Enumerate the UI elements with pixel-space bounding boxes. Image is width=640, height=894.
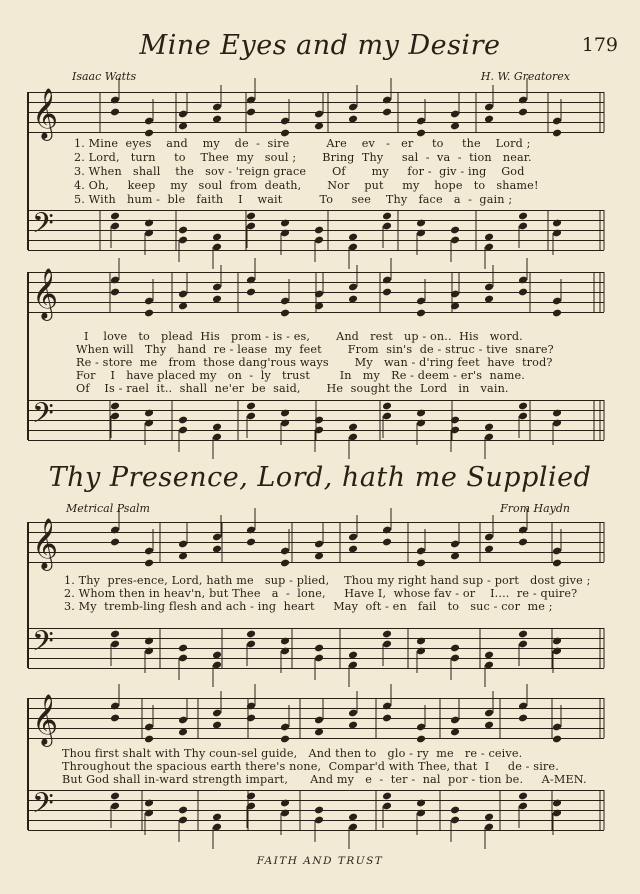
note-head [314, 416, 324, 425]
note-head [484, 233, 494, 242]
note-head [348, 115, 358, 124]
note-head [110, 538, 120, 547]
note-head [484, 651, 494, 660]
note-head [450, 806, 460, 815]
lyric-line: 4. Oh, keep my soul from death, Nor put my hope to shame! [74, 179, 539, 192]
lyric-line: Of Is - rael it.. shall ne'er be said, He sought the Lord in vain. [76, 382, 509, 395]
note-head [110, 402, 120, 411]
hymn2-title: Thy Presence, Lord, hath me Supplied [48, 462, 592, 493]
note-head [518, 212, 528, 221]
note-head [110, 288, 120, 297]
note-head [484, 423, 494, 432]
note-head [518, 714, 528, 723]
lyric-line: 2. Whom then in heav'n, but Thee a - lone, Have I, whose fav - or I.... re - quire? [64, 587, 578, 600]
note-head [110, 792, 120, 801]
note-head [144, 637, 154, 646]
note-head [484, 813, 494, 822]
note-head [144, 409, 154, 418]
note-head [280, 219, 290, 228]
lyric-line: 5. With hum - ble faith I wait To see Thy face a - gain ; [74, 193, 513, 206]
note-head [382, 108, 392, 117]
note-head [450, 416, 460, 425]
hymn1-composer: H. W. Greatorex [480, 70, 570, 83]
note-head [416, 309, 426, 318]
note-head [450, 122, 460, 131]
note-head [178, 644, 188, 653]
note-head [280, 735, 290, 744]
note-head [144, 129, 154, 138]
hymn2-author: Metrical Psalm [66, 502, 150, 515]
lyric-line: 2. Lord, turn to Thee my soul ; Bring Thy sal - va - tion near. [74, 151, 532, 164]
note-head [382, 630, 392, 639]
note-head [348, 423, 358, 432]
note-head [212, 423, 222, 432]
note-head [382, 714, 392, 723]
note-head [552, 799, 562, 808]
note-head [518, 288, 528, 297]
note-head [552, 129, 562, 138]
note-head [382, 212, 392, 221]
note-head [280, 409, 290, 418]
lyric-line: When will Thy hand re - lease my feet From sin's de - struc - tive snare? [76, 343, 554, 356]
note-head [348, 813, 358, 822]
note-head [246, 108, 256, 117]
bass-clef-icon: 𝄢 [32, 207, 54, 247]
treble-clef-icon: 𝄞 [32, 694, 59, 745]
note-head [416, 799, 426, 808]
treble-clef-icon: 𝄞 [32, 88, 59, 139]
note-head [416, 559, 426, 568]
note-head [212, 813, 222, 822]
note-head [144, 559, 154, 568]
note-head [518, 538, 528, 547]
note-head [314, 226, 324, 235]
note-head [212, 115, 222, 124]
note-head [518, 630, 528, 639]
note-head [110, 108, 120, 117]
note-head [484, 295, 494, 304]
lyric-line: Thou first shalt with Thy coun-sel guide, And then to glo - ry me re - ceive. [62, 747, 523, 760]
page-footer: FAITH AND TRUST [256, 855, 384, 867]
lyric-line: But God shall in-ward strength impart, And my e - ter - nal por - tion be. A-MEN. [62, 773, 587, 786]
note-head [450, 302, 460, 311]
note-head [450, 226, 460, 235]
note-head [348, 295, 358, 304]
note-head [314, 644, 324, 653]
lyric-line: Throughout the spacious earth there's none, Compar'd with Thee, that I de - sire. [62, 760, 559, 773]
note-head [178, 122, 188, 131]
lyric-line: For I have placed my on - ly trust In my Re - deem - er's name. [76, 369, 525, 382]
note-head [280, 559, 290, 568]
page-number: 179 [581, 34, 618, 56]
note-head [518, 402, 528, 411]
note-head [450, 728, 460, 737]
note-head [314, 302, 324, 311]
note-head [280, 309, 290, 318]
note-head [280, 129, 290, 138]
note-head [348, 651, 358, 660]
note-head [552, 559, 562, 568]
note-head [178, 552, 188, 561]
lyric-line: 1. Thy pres-ence, Lord, hath me sup - plied, Thou my right hand sup - port dost give ; [64, 574, 591, 587]
note-head [314, 122, 324, 131]
note-head [518, 792, 528, 801]
note-head [144, 799, 154, 808]
note-head [246, 288, 256, 297]
note-head [552, 637, 562, 646]
hymn1-title: Mine Eyes and my Desire [139, 30, 501, 61]
note-head [348, 545, 358, 554]
hymn1-author: Isaac Watts [72, 70, 137, 83]
note-head [450, 552, 460, 561]
note-head [450, 644, 460, 653]
lyric-line: I love to plead His prom - is - es, And rest up - on.. His word. [84, 330, 523, 343]
note-head [484, 545, 494, 554]
lyric-line: Re - store me from those dang'rous ways My wan - d'ring feet have trod? [76, 356, 553, 369]
note-head [484, 721, 494, 730]
note-head [416, 219, 426, 228]
note-head [382, 792, 392, 801]
note-head [314, 552, 324, 561]
note-head [382, 288, 392, 297]
note-head [416, 409, 426, 418]
note-head [314, 806, 324, 815]
note-head [280, 799, 290, 808]
note-head [348, 721, 358, 730]
note-head [178, 226, 188, 235]
note-head [348, 233, 358, 242]
note-head [212, 295, 222, 304]
note-head [314, 728, 324, 737]
bass-clef-icon: 𝄢 [32, 787, 54, 827]
note-head [212, 721, 222, 730]
note-head [416, 735, 426, 744]
lyric-line: 1. Mine eyes and my de - sire Are ev - er to the Lord ; [74, 137, 531, 150]
note-head [552, 735, 562, 744]
bass-clef-icon: 𝄢 [32, 625, 54, 665]
note-head [382, 402, 392, 411]
note-head [246, 630, 256, 639]
note-head [178, 806, 188, 815]
note-head [178, 302, 188, 311]
note-head [178, 728, 188, 737]
note-head [212, 651, 222, 660]
note-head [178, 416, 188, 425]
treble-clef-icon: 𝄞 [32, 518, 59, 569]
note-head [246, 212, 256, 221]
lyric-line: 3. When shall the sov - 'reign grace Of my for - giv - ing God [74, 165, 525, 178]
note-head [552, 309, 562, 318]
note-head [246, 538, 256, 547]
note-head [518, 108, 528, 117]
note-head [212, 545, 222, 554]
note-head [416, 129, 426, 138]
note-head [110, 714, 120, 723]
note-head [552, 409, 562, 418]
note-head [552, 219, 562, 228]
note-head [246, 402, 256, 411]
bass-clef-icon: 𝄢 [32, 397, 54, 437]
hymn2-composer: From Haydn [500, 502, 570, 515]
note-head [110, 212, 120, 221]
note-head [280, 637, 290, 646]
note-head [382, 538, 392, 547]
note-head [246, 792, 256, 801]
note-head [110, 630, 120, 639]
treble-clef-icon: 𝄞 [32, 268, 59, 319]
lyric-line: 3. My tremb-ling flesh and ach - ing heart May oft - en fail to suc - cor me ; [64, 600, 553, 613]
note-head [212, 233, 222, 242]
note-head [144, 219, 154, 228]
note-head [144, 309, 154, 318]
note-head [144, 735, 154, 744]
note-head [246, 714, 256, 723]
note-head [416, 637, 426, 646]
note-head [484, 115, 494, 124]
